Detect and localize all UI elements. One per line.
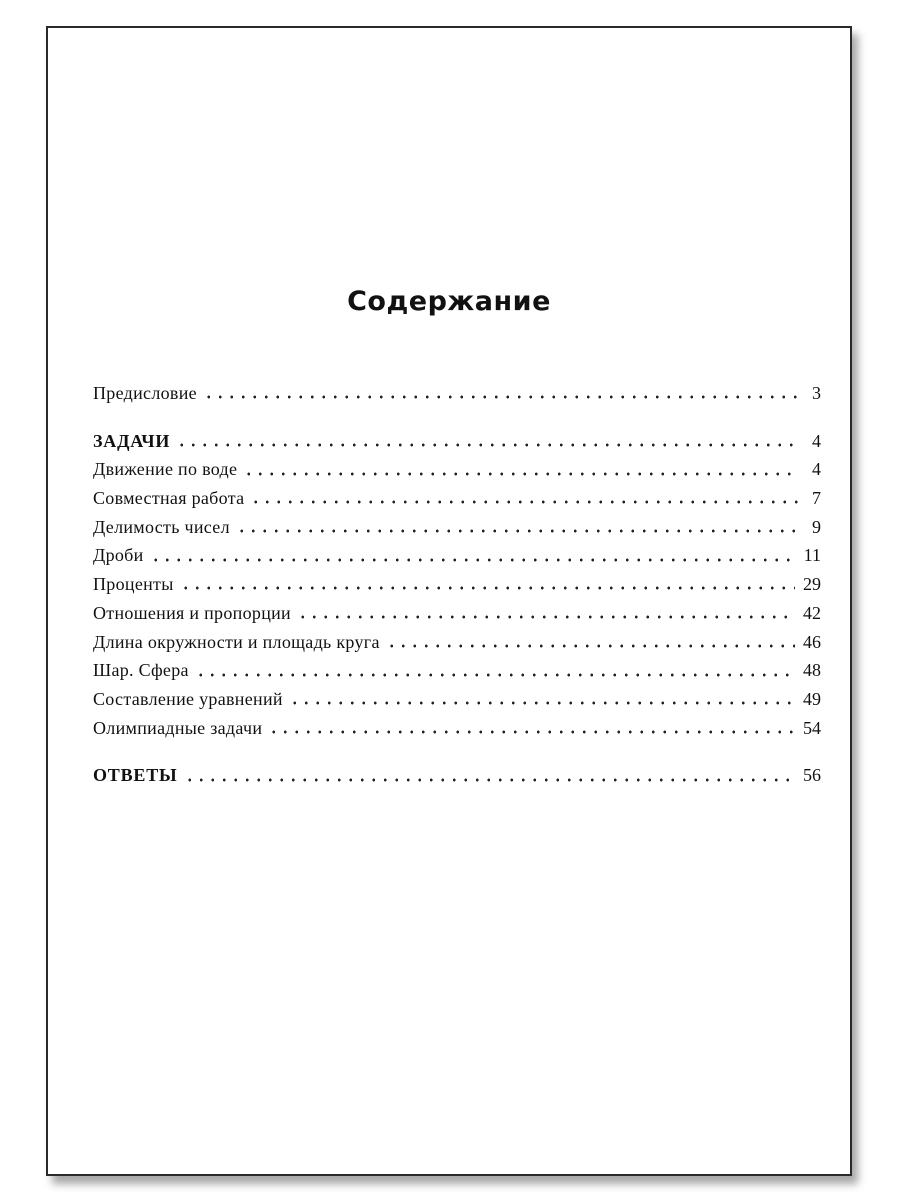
- book-page: [46, 26, 852, 1176]
- dot-leader: [268, 730, 795, 734]
- toc-entry-label: Предисловие: [93, 383, 197, 403]
- toc-entry-preface[interactable]: [93, 379, 821, 408]
- toc-entry-sphere[interactable]: [93, 656, 821, 685]
- toc-entry-percents[interactable]: [93, 570, 821, 599]
- toc-entry-label: Движение по воде: [93, 459, 238, 480]
- toc-entry-page-number: 48: [803, 660, 821, 681]
- toc-entry-label: Дроби: [93, 545, 144, 566]
- toc-entry-label: ОТВЕТЫ: [93, 765, 178, 786]
- dot-leader: [176, 443, 799, 447]
- toc-entry-label: Отношения и пропорции: [93, 602, 291, 623]
- toc-entry-olympiad[interactable]: [93, 714, 821, 743]
- toc-entry-ratios[interactable]: [93, 599, 821, 628]
- toc-entry-divisibility[interactable]: [93, 513, 821, 542]
- dot-leader: [297, 615, 795, 619]
- toc-entry-label: ЗАДАЧИ: [93, 430, 171, 451]
- toc-entry-label: Делимость чисел: [93, 516, 230, 537]
- toc-entry-page-number: 4: [812, 459, 821, 480]
- dot-leader: [184, 778, 796, 782]
- toc-entry-equations[interactable]: [93, 685, 821, 714]
- toc-entry-page-number: 11: [803, 545, 821, 566]
- dot-leader: [243, 472, 799, 476]
- toc-entry-page-number: 3: [812, 383, 821, 403]
- toc-entry-answers[interactable]: [93, 761, 821, 790]
- table-of-contents: [93, 379, 821, 790]
- dot-leader: [203, 395, 799, 399]
- toc-entry-circle[interactable]: [93, 628, 821, 657]
- toc-entry-page-number: 49: [803, 688, 821, 709]
- dot-leader: [236, 529, 799, 533]
- toc-entry-fractions[interactable]: [93, 541, 821, 570]
- toc-entry-page-number: 7: [812, 488, 821, 509]
- dot-leader: [150, 558, 796, 562]
- toc-entry-page-number: 9: [812, 516, 821, 537]
- toc-entry-label: Совместная работа: [93, 488, 245, 509]
- toc-entry-page-number: 42: [803, 602, 821, 623]
- toc-entry-water-motion[interactable]: [93, 455, 821, 484]
- dot-leader: [180, 586, 795, 590]
- toc-entry-label: Проценты: [93, 574, 174, 595]
- toc-entry-label: Шар. Сфера: [93, 660, 189, 681]
- dot-leader: [386, 644, 795, 648]
- toc-entry-label: Длина окружности и площадь круга: [93, 631, 380, 652]
- toc-entry-page-number: 56: [803, 765, 821, 786]
- toc-entry-page-number: 54: [803, 717, 821, 738]
- toc-entry-label: Олимпиадные задачи: [93, 717, 263, 738]
- dot-leader: [195, 673, 795, 677]
- dot-leader: [289, 701, 795, 705]
- toc-entry-problems[interactable]: [93, 427, 821, 456]
- toc-entry-joint-work[interactable]: [93, 484, 821, 513]
- page-title: Содержание: [347, 286, 551, 317]
- toc-entry-page-number: 4: [812, 430, 821, 451]
- toc-entry-page-number: 46: [803, 631, 821, 652]
- toc-entry-label: Составление уравнений: [93, 688, 283, 709]
- toc-entry-page-number: 29: [803, 574, 821, 595]
- dot-leader: [250, 500, 799, 504]
